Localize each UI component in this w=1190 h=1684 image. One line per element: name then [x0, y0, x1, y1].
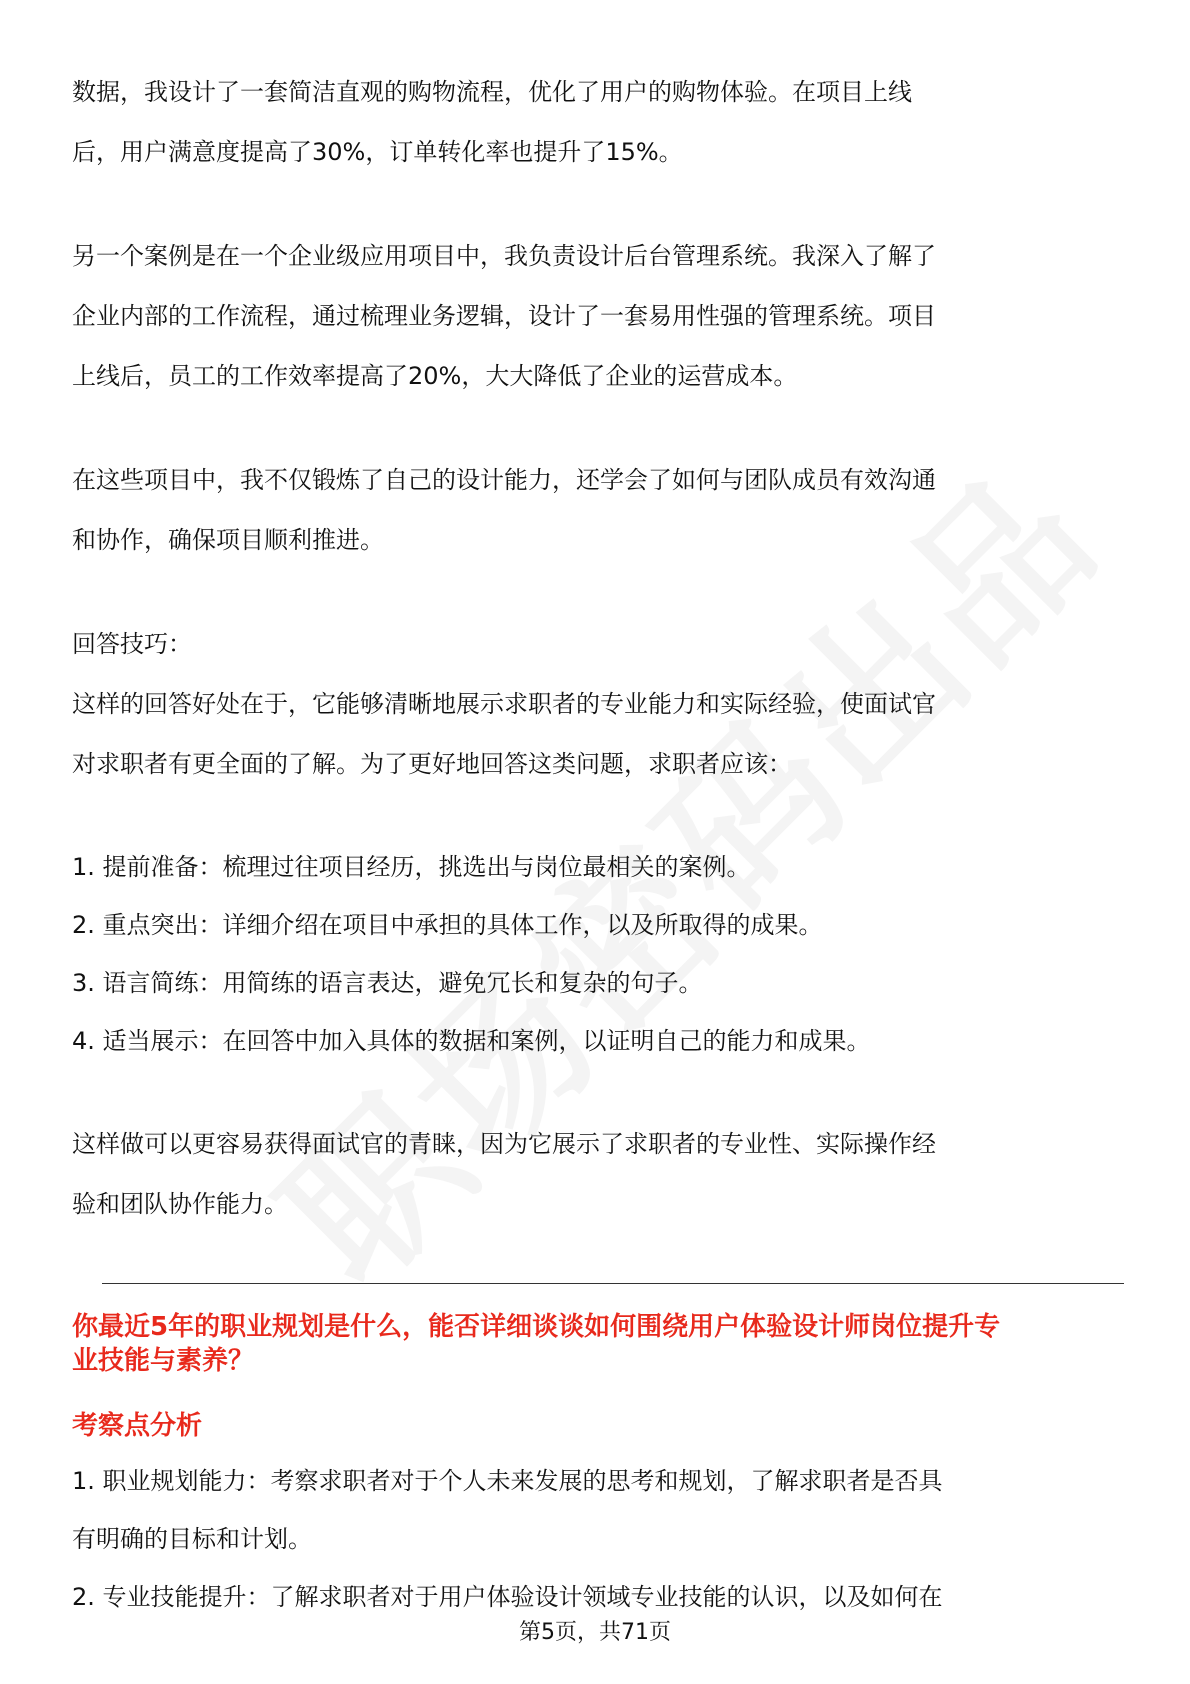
page-indicator: 第5页，共71页: [519, 1620, 671, 1645]
analysis-line: 1. 职业规划能力：考察求职者对于个人未来发展的思考和规划，了解求职者是否具: [72, 1467, 943, 1495]
question-heading: [72, 1310, 1124, 1378]
list-item: 1. 提前准备：梳理过往项目经历，挑选出与岗位最相关的案例。: [72, 853, 751, 881]
paragraph-line: 企业内部的工作流程，通过梳理业务逻辑，设计了一套易用性强的管理系统。项目: [72, 302, 936, 330]
paragraph-gap: [72, 406, 1124, 450]
paragraph-line: 后，用户满意度提高了30%，订单转化率也提升了15%。: [72, 138, 683, 166]
paragraph-gap: [72, 570, 1124, 614]
list-item: 4. 适当展示：在回答中加入具体的数据和案例，以证明自己的能力和成果。: [72, 1027, 871, 1055]
paragraph-line: 对求职者有更全面的了解。为了更好地回答这类问题，求职者应该：: [72, 750, 792, 778]
tips-label: 回答技巧：: [72, 630, 192, 658]
question-line: 业技能与素养？: [72, 1346, 255, 1376]
analysis-body: [72, 1452, 1124, 1626]
paragraph-line: 验和团队协作能力。: [72, 1190, 288, 1218]
paragraph-line: 上线后，员工的工作效率提高了20%，大大降低了企业的运营成本。: [72, 362, 798, 390]
question-line: 你最近5年的职业规划是什么，能否详细谈谈如何围绕用户体验设计师岗位提升专: [72, 1312, 1001, 1342]
analysis-heading: 考察点分析: [72, 1411, 203, 1441]
paragraph-gap: [72, 794, 1124, 838]
paragraph-line: 和协作，确保项目顺利推进。: [72, 526, 384, 554]
paragraph-line: 另一个案例是在一个企业级应用项目中，我负责设计后台管理系统。我深入了解了: [72, 242, 936, 270]
paragraph-gap: [72, 1070, 1124, 1114]
paragraph-line: 这样做可以更容易获得面试官的青睐，因为它展示了求职者的专业性、实际操作经: [72, 1130, 936, 1158]
list-item: 3. 语言简练：用简练的语言表达，避免冗长和复杂的句子。: [72, 969, 703, 997]
paragraph-line: 这样的回答好处在于，它能够清晰地展示求职者的专业能力和实际经验，使面试官: [72, 690, 936, 718]
analysis-line: 有明确的目标和计划。: [72, 1525, 312, 1553]
answer-body: [72, 62, 1124, 1234]
paragraph-gap: [72, 182, 1124, 226]
list-item: 2. 重点突出：详细介绍在项目中承担的具体工作，以及所取得的成果。: [72, 911, 823, 939]
paragraph-line: 数据，我设计了一套简洁直观的购物流程，优化了用户的购物体验。在项目上线: [72, 78, 912, 106]
section-divider: [102, 1283, 1124, 1284]
analysis-line: 2. 专业技能提升：了解求职者对于用户体验设计领域专业技能的认识，以及如何在: [72, 1583, 943, 1611]
paragraph-line: 在这些项目中，我不仅锻炼了自己的设计能力，还学会了如何与团队成员有效沟通: [72, 466, 936, 494]
